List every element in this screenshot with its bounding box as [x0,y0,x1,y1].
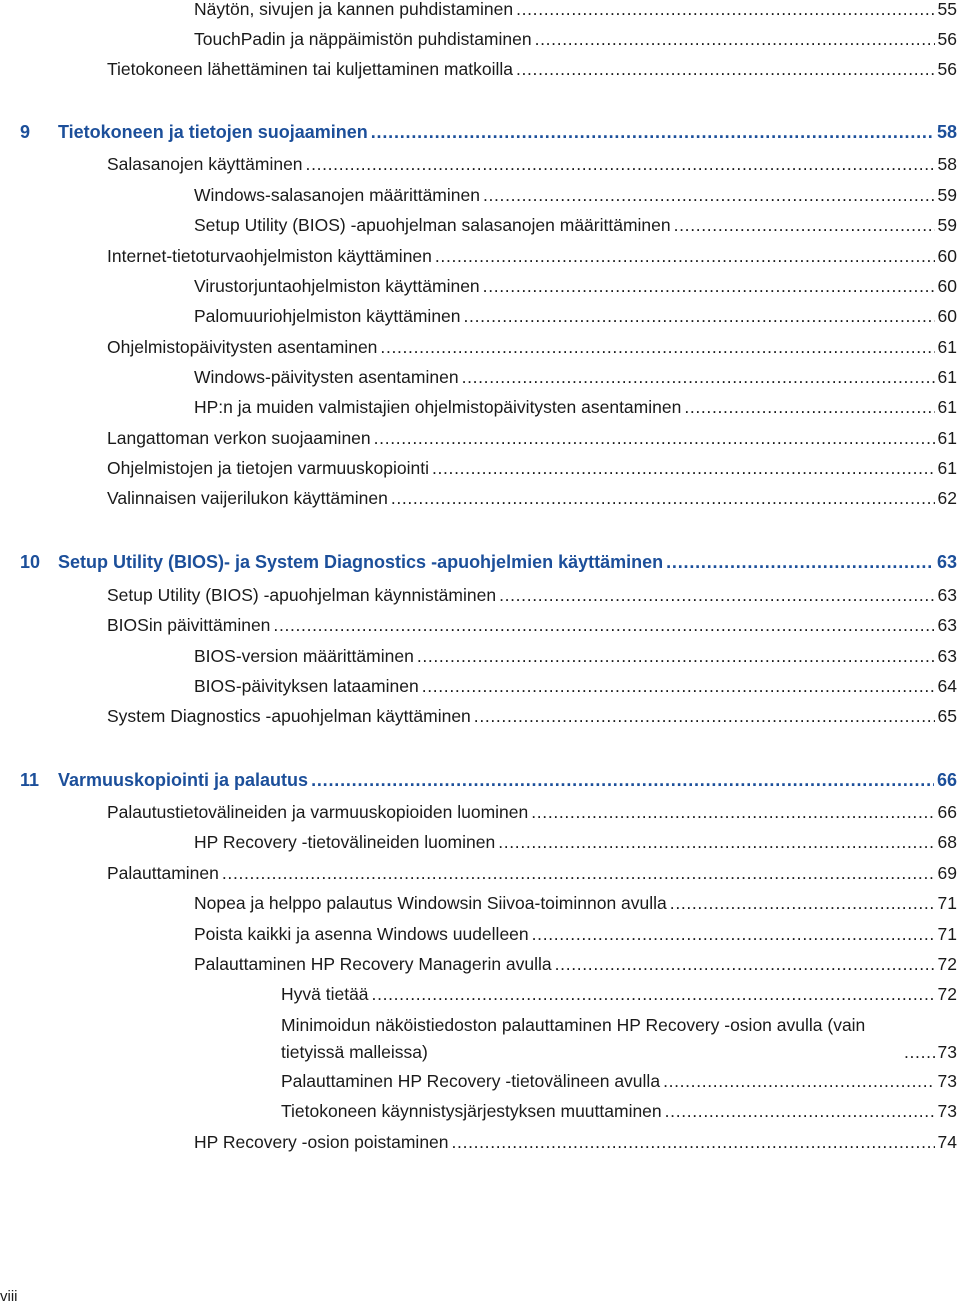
toc-entry-page: 60 [937,276,957,296]
dot-leader [306,149,935,179]
toc-entry [0,149,957,179]
toc-entry [0,797,957,827]
toc-entry-title: BIOSin päivittäminen [107,615,271,635]
toc-entry [0,54,957,84]
toc-entry-title: HP Recovery -tietovälineiden luominen [194,832,496,852]
chapter-number: 9 [20,122,31,142]
dot-leader [222,858,935,888]
toc-entry-title: Palauttaminen HP Recovery Managerin avulla [194,954,552,974]
dot-leader [374,423,935,453]
toc-entry-page: 73 [937,1101,957,1121]
toc-entry-title: Langattoman verkon suojaaminen [107,428,371,448]
toc-entry-title: HP:n ja muiden valmistajien ohjelmistopäivitysten asentaminen [194,397,682,417]
toc-entry [0,671,957,701]
dot-leader [462,362,935,392]
toc-entry [0,483,957,513]
toc-entry [0,827,957,857]
toc-entry-title: Windows-salasanojen määrittäminen [194,185,480,205]
toc-entry-title: HP Recovery -osion poistaminen [194,1132,449,1152]
dot-leader [663,1066,934,1096]
dot-leader [555,949,935,979]
toc-entry-title: Palomuuriohjelmiston käyttäminen [194,306,461,326]
dot-leader [391,483,935,513]
toc-entry [0,301,957,331]
toc-entry-page: 55 [937,0,957,19]
dot-leader [684,392,934,422]
dot-leader [474,701,935,731]
chapter-number: 10 [20,552,41,572]
toc-entry [0,423,957,453]
toc-entry-title: Ohjelmistojen ja tietojen varmuuskopiointi [107,458,429,478]
toc-entry [0,580,957,610]
toc-entry-title: BIOS-päivityksen lataaminen [194,676,419,696]
toc-entry-page: 60 [937,246,957,266]
toc-entry-page: 64 [937,676,957,696]
toc-entry-title: System Diagnostics -apuohjelman käyttäminen [107,706,471,726]
toc-entry-page: 63 [936,552,957,572]
dot-leader [372,979,935,1009]
toc-entry [0,888,957,918]
toc-entry [0,24,957,54]
dot-leader [435,241,935,271]
dot-leader [371,117,934,147]
toc-entry-page: 71 [937,893,957,913]
dot-leader [666,547,934,577]
toc-entry-page: 61 [937,337,957,357]
toc-entry-page: 74 [937,1132,957,1152]
toc-entry [0,271,957,301]
toc-entry-page: 61 [937,397,957,417]
dot-leader [380,332,934,362]
toc-entry-title: Virustorjuntaohjelmiston käyttäminen [194,276,480,296]
toc-entry-title: Setup Utility (BIOS) -apuohjelman käynnistäminen [107,585,497,605]
toc-chapter-title [20,117,368,147]
dot-leader [498,827,934,857]
toc-entry-title: Internet-tietoturvaohjelmiston käyttäminen [107,246,432,266]
toc-entry [0,1127,957,1157]
dot-leader [483,180,935,210]
toc-entry-title: Tietokoneen lähettäminen tai kuljettaminen matkoilla [107,59,513,79]
toc-entry-page: 62 [937,488,957,508]
toc-entry-page: 60 [937,306,957,326]
toc-chapter-title [20,547,663,577]
dot-leader [311,765,934,795]
toc-entry [0,701,957,731]
chapter-title-text: Setup Utility (BIOS)- ja System Diagnostics -apuohjelmien käyttäminen [58,552,664,572]
chapter-title-text: Tietokoneen ja tietojen suojaaminen [58,122,368,142]
toc-entry [0,949,957,979]
toc-entry-page: 73 [937,1042,957,1062]
toc-entry-title: BIOS-version määrittäminen [194,646,414,666]
dot-leader [516,0,934,24]
toc-entry-page: 61 [937,367,957,387]
dot-leader [516,54,935,84]
dot-leader [665,1096,935,1126]
toc-entry [0,392,957,422]
dot-leader [670,888,935,918]
dot-leader [532,919,935,949]
dot-leader [483,271,935,301]
toc-entry [0,610,957,640]
dot-leader [531,797,934,827]
toc-entry-page: 72 [937,984,957,1004]
toc-entry [0,1066,957,1096]
dot-leader [674,210,935,240]
toc-entry-page: 63 [937,615,957,635]
toc-entry-title: Salasanojen käyttäminen [107,154,303,174]
dot-leader [535,24,935,54]
toc-entry-page: 69 [937,863,957,883]
toc-chapter-entry [0,117,957,147]
toc-entry-title: Palautustietovälineiden ja varmuuskopioiden luominen [107,802,529,822]
toc-entry [0,362,957,392]
toc-entry-page: 66 [936,770,957,790]
toc-entry-title: Palauttaminen HP Recovery -tietovälineen avulla [281,1071,661,1091]
toc-chapter-title [20,765,308,795]
dot-leader [273,610,934,640]
dot-leader [432,453,935,483]
toc-chapter-entry [0,547,957,577]
toc-entry-page: 58 [937,154,957,174]
toc-entry-title: Windows-päivitysten asentaminen [194,367,459,387]
toc-entry [0,1096,957,1126]
toc-entry [0,641,957,671]
toc-entry [0,453,957,483]
toc-entry-title: Nopea ja helppo palautus Windowsin Siivoa-toiminnon avulla [194,893,667,913]
toc-entry-page: 56 [937,59,957,79]
dot-leader [422,671,935,701]
toc-entry-page: 61 [937,428,957,448]
dot-leader [499,580,934,610]
toc-entry-title: Minimoidun näköistiedoston palauttaminen HP Recovery -osion avulla (vain tietyissä malleissa) [281,1015,866,1062]
toc-entry-title: Ohjelmistopäivitysten asentaminen [107,337,378,357]
toc-entry-page: 68 [937,832,957,852]
toc-entry [0,919,957,949]
page-folio: viii [0,1288,18,1305]
chapter-number: 11 [20,770,40,790]
toc-entry-title: Tietokoneen käynnistysjärjestyksen muuttaminen [281,1101,662,1121]
toc-entry-page: 63 [937,646,957,666]
toc-entry [0,979,957,1009]
dot-leader [904,1039,935,1066]
toc-entry-page: 65 [937,706,957,726]
toc-entry-title: Valinnaisen vaijerilukon käyttäminen [107,488,388,508]
toc-entry-page: 61 [937,458,957,478]
toc-entry-page: 71 [937,924,957,944]
toc-entry-title: TouchPadin ja näppäimistön puhdistaminen [194,29,532,49]
toc-entry-page: 59 [937,215,957,235]
toc-entry-title: Hyvä tietää [281,984,369,1004]
toc-entry [0,332,957,362]
toc-entry-page: 63 [937,585,957,605]
toc-entry [0,858,957,888]
toc-entry [0,210,957,240]
toc-entry-page: 59 [937,185,957,205]
toc-entry [0,241,957,271]
dot-leader [417,641,935,671]
toc-entry-title: Setup Utility (BIOS) -apuohjelman salasanojen määrittäminen [194,215,671,235]
chapter-title-text: Varmuuskopiointi ja palautus [58,770,309,790]
toc-entry-page: 66 [937,802,957,822]
dot-leader [464,301,935,331]
dot-leader [452,1127,935,1157]
toc-entry-page: 72 [937,954,957,974]
toc-entry-page: 73 [937,1071,957,1091]
toc-entry [0,0,957,24]
toc-entry-title: Näytön, sivujen ja kannen puhdistaminen [194,0,514,19]
toc-entry [0,180,957,210]
toc-entry [0,1012,957,1066]
toc-entry-page: 56 [937,29,957,49]
toc-chapter-entry [0,765,957,795]
toc-entry-title: Palauttaminen [107,863,219,883]
toc-entry-page: 58 [936,122,957,142]
toc-entry-title: Poista kaikki ja asenna Windows uudelleen [194,924,529,944]
